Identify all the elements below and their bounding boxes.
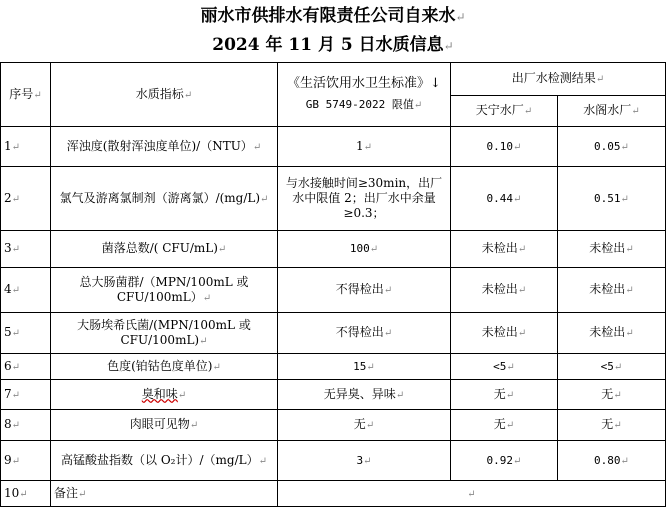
cell-plant-a: 未检出↵ [451,313,558,354]
cell-plant-a: 0.92↵ [451,441,558,481]
cell-limit: 3↵ [278,441,451,481]
cell-plant-b: 0.51↵ [558,167,666,231]
table-row [1,268,666,313]
cell-indicator: 臭和味↵ [51,380,278,410]
notes-label: 备注↵ [51,481,278,507]
notes-content: ↵ [278,481,666,507]
cell-indicator: 色度(铂钴色度单位)↵ [51,354,278,380]
cell-indicator: 大肠埃希氏菌/(MPN/100mL 或 CFU/100mL)↵ [51,313,278,354]
cell-indicator: 菌落总数/( CFU/mL)↵ [51,231,278,268]
header-standard: 《生活饮用水卫生标准》↓ GB 5749-2022 限值↵ [278,63,451,127]
cell-no: 10↵ [1,481,51,507]
cell-limit: 不得检出↵ [278,313,451,354]
cell-plant-b: 无↵ [558,380,666,410]
header-seq: 序号↵ [1,63,51,127]
cell-plant-b: <5↵ [558,354,666,380]
cell-plant-a: <5↵ [451,354,558,380]
cell-plant-b: 未检出↵ [558,313,666,354]
notes-row [1,481,666,507]
cell-limit: 1↵ [278,127,451,167]
cell-indicator: 浑浊度(散射浑浊度单位)/（NTU）↵ [51,127,278,167]
cell-indicator: 肉眼可见物↵ [51,410,278,441]
cell-plant-a: 未检出↵ [451,268,558,313]
cell-no: 4↵ [1,268,51,313]
cell-no: 1↵ [1,127,51,167]
cell-indicator: 氯气及游离氯制剂（游离氯）/(mg/L)↵ [51,167,278,231]
cell-limit: 不得检出↵ [278,268,451,313]
table-row [1,354,666,380]
cell-plant-a: 0.10↵ [451,127,558,167]
cell-no: 3↵ [1,231,51,268]
cell-plant-a: 无↵ [451,410,558,441]
cell-indicator: 总大肠菌群/（MPN/100mL 或 CFU/100mL）↵ [51,268,278,313]
document-title-line-2: 2024 年 11 月 5 日水质信息↵ [212,35,454,55]
document-title-line-1: 丽水市供排水有限责任公司自来水↵ [200,6,466,26]
cell-no: 6↵ [1,354,51,380]
header-plant-b: 水阁水厂↵ [558,96,666,127]
cell-plant-a: 0.44↵ [451,167,558,231]
table-header-row-1 [1,63,666,96]
header-indicator: 水质指标↵ [51,63,278,127]
cell-plant-a: 未检出↵ [451,231,558,268]
cell-plant-a: 无↵ [451,380,558,410]
water-quality-table [0,62,666,507]
table-row [1,441,666,481]
cell-limit: 100↵ [278,231,451,268]
table-row [1,380,666,410]
cell-limit: 与水接触时间≥30min，出厂水中限值 2；出厂水中余量≥0.3； [278,167,451,231]
cell-no: 7↵ [1,380,51,410]
table-row [1,231,666,268]
cell-plant-b: 未检出↵ [558,268,666,313]
table-row [1,313,666,354]
table-row [1,167,666,231]
cell-plant-b: 未检出↵ [558,231,666,268]
cell-limit: 无↵ [278,410,451,441]
cell-plant-b: 无↵ [558,410,666,441]
cell-no: 9↵ [1,441,51,481]
cell-no: 2↵ [1,167,51,231]
cell-no: 5↵ [1,313,51,354]
header-plant-a: 天宁水厂↵ [451,96,558,127]
cell-no: 8↵ [1,410,51,441]
table-row [1,127,666,167]
cell-limit: 15↵ [278,354,451,380]
cell-limit: 无异臭、异味↵ [278,380,451,410]
cell-indicator: 高锰酸盐指数（以 O₂计）/（mg/L）↵ [51,441,278,481]
header-results: 出厂水检测结果↵ [451,63,666,96]
cell-plant-b: 0.05↵ [558,127,666,167]
table-row [1,410,666,441]
cell-plant-b: 0.80↵ [558,441,666,481]
